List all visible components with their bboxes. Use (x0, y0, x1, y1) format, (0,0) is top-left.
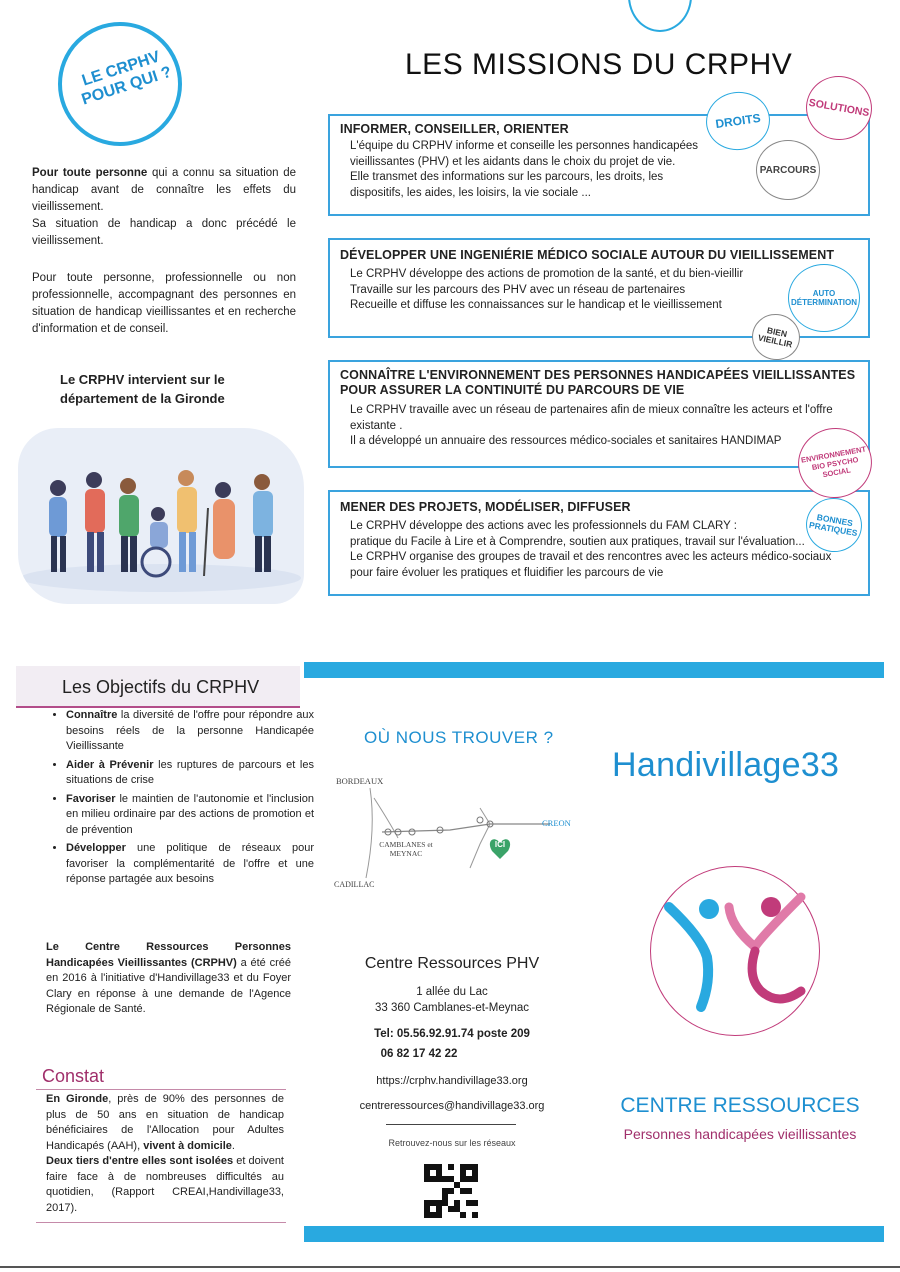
blue-band-top (304, 662, 884, 678)
mission-informer-line: dispositifs, les aides, les loisirs, la vie sociale ... (350, 186, 591, 199)
objectif-item (66, 708, 314, 755)
brand-subtitle: Personnes handicapées vieillissantes (623, 1126, 857, 1142)
mission-informer-line: Elle transmet des informations sur les parcours, les droits, les (350, 171, 664, 183)
objectif-bold: Favoriser (66, 792, 116, 805)
mission-informer-line: vieillissantes (PHV) et les aidants dans le choix du projet de vie. (350, 155, 676, 168)
mission-projets-line: pratique du Facile à Lire et à Comprendre, soutien aux pratiques, travail sur l'évaluation... (350, 535, 805, 548)
intervient-gironde: Le CRPHV intervient sur le département de la Gironde (60, 372, 225, 406)
objectifs-list (44, 708, 314, 891)
para1-rest: qui a connu sa situation de handicap avant de connaître les effets du vieillissement. (32, 167, 296, 213)
mission-ingenierie-line: Recueille et diffuse les connaissances sur le handicap et le vieillissement (350, 299, 722, 311)
mission-informer-line: L'équipe du CRPHV informe et conseille les personnes handicapées (350, 140, 699, 152)
contact-separator (386, 1124, 516, 1125)
constat-b3: Deux tiers d'entre elles sont isolées (46, 1155, 234, 1167)
blue-band-bottom (304, 1226, 884, 1242)
mission-environnement-line: Le CRPHV travaille avec un réseau de partenaires afin de mieux connaître les acteurs et l'offre existante . (350, 404, 833, 432)
objectif-rest: la diversité de l'offre pour répondre aux besoins réels de la personne Handicapée Vieillissante (66, 709, 314, 752)
map-title: OÙ NOUS TROUVER ? (364, 728, 554, 747)
pour-qui-paragraph-1 (32, 165, 296, 250)
brand-logo-svg (651, 867, 819, 1035)
contact-tel[interactable]: Tel: 05.56.92.91.74 poste 209 (374, 1028, 530, 1040)
objectif-rest: une politique de réseaux pour favoriser la complémentarité de l'offre et une réponse partagée aux besoins (66, 842, 314, 885)
constat-underline (36, 1089, 286, 1090)
qr-code-svg (424, 1164, 478, 1218)
contact-title: Centre Ressources PHV (364, 955, 540, 972)
map-label-camblanes: CAMBLANES et MEYNAC (379, 840, 433, 858)
brand-name: Handivillage33 (612, 746, 840, 784)
para1-line2: Sa situation de handicap a donc précédé le vieillissement. (32, 218, 296, 247)
tag-bonnes-pratiques: BONNES PRATIQUES (802, 494, 867, 557)
objectifs-title: Les Objectifs du CRPHV (62, 677, 260, 697)
constat-b1: En Gironde (46, 1093, 109, 1105)
mission-informer-heading: INFORMER, CONSEILLER, ORIENTER (340, 122, 569, 136)
tag-parcours: PARCOURS (756, 140, 820, 200)
brand-logo (650, 866, 820, 1036)
constat-t3: et doivent faire face à de nombreuses difficultés au quotidien, (Rapport CREAI,Handivillage33, 2017). (46, 1155, 284, 1214)
tag-droits: DROITS (702, 88, 773, 154)
top-arc-decoration (628, 0, 692, 32)
crphv-pour-qui-text: LE CRPHV POUR QUI ? (79, 48, 174, 109)
objectif-bold: Connaître (66, 709, 118, 721)
mission-projets-line: Le CRPHV développe des actions avec les professionnels du FAM CLARY : (350, 520, 737, 532)
about-crphv (46, 940, 291, 1018)
objectif-rest: le maintien de l'autonomie et l'inclusion en milieu ordinaire par des actions de promotion et de prévention (66, 792, 314, 836)
mission-environnement-heading: CONNAÎTRE L'ENVIRONNEMENT DES PERSONNES HANDICAPÉES VIEILLISSANTES POUR ASSURER LA CONTINUITÉ DU PARCOURS DE VIE (340, 368, 856, 397)
about-bold: Le Centre Ressources Personnes Handicapées Vieillissantes (CRPHV) (46, 941, 291, 969)
constat-text (46, 1092, 284, 1216)
tag-auto-determination: AUTO DÉTERMINATION (788, 264, 860, 332)
contact-website[interactable]: https://crphv.handivillage33.org (376, 1075, 528, 1087)
pour-qui-paragraph-2: Pour toute personne, professionnelle ou non professionnelle, accompagnant des personnes en situation de handicap vieillissantes et en recherche d'information et de conseil. (32, 272, 296, 335)
brand-centre-ressources: CENTRE RESSOURCES (620, 1094, 860, 1117)
objectif-item (66, 792, 314, 839)
page-bottom-line (0, 1266, 900, 1268)
contact-mobile[interactable]: 06 82 17 42 22 (380, 1048, 458, 1060)
objectif-item (66, 758, 314, 789)
about-rest: a été créé en 2016 à l'initiative d'Handivillage33 et du Foyer Clary en réponse à une demande de l'Agence Régionale de Santé. (46, 956, 291, 1015)
qr-code[interactable] (424, 1164, 478, 1218)
tag-solutions: SOLUTIONS (801, 71, 877, 145)
mission-ingenierie-heading: DÉVELOPPER UNE INGENIÉRIE MÉDICO SOCIALE AUTOUR DU VIEILLISSEMENT (340, 248, 835, 262)
reseaux-label: Retrouvez-nous sur les réseaux (388, 1138, 516, 1148)
map-label-ici: ICI (494, 840, 506, 849)
constat-title: Constat (42, 1066, 105, 1086)
map-label-creon: CREON (542, 818, 571, 828)
people-illustration (18, 428, 304, 604)
mission-projets (328, 490, 870, 596)
contact-address-2: 33 360 Camblanes-et-Meynac (374, 1002, 530, 1014)
contact-address-1: 1 allée du Lac (416, 986, 488, 998)
constat-b2: vivent à domicile (143, 1139, 232, 1152)
tag-environnement: ENVIRONNEMENT BIO PSYCHO SOCIAL (792, 422, 877, 504)
para1-bold: Pour toute personne (32, 167, 148, 179)
objectif-bold: Développer (66, 842, 126, 854)
objectif-rest: les ruptures de parcours et les situations de crise (66, 758, 314, 786)
mission-ingenierie-line: Travaille sur les parcours des PHV avec un réseau de partenaires (350, 283, 686, 296)
contact-email[interactable]: centreressources@handivillage33.org (359, 1100, 545, 1112)
objectif-item (66, 841, 314, 888)
constat-t2: . (231, 1139, 235, 1152)
constat-bottom-line (36, 1222, 286, 1223)
map-label-cadillac: CADILLAC (334, 880, 375, 889)
tag-bien-vieillir: BIEN VIEILLIR (748, 310, 805, 365)
map-label-bordeaux: BORDEAUX (336, 776, 384, 786)
mission-projets-line: pour faire évoluer les pratiques et fluidifier les parcours de vie (350, 566, 664, 579)
objectif-bold: Aider à Prévenir (66, 758, 154, 771)
mission-environnement (328, 360, 870, 468)
missions-title: LES MISSIONS DU CRPHV (405, 48, 793, 81)
mission-projets-line: Le CRPHV organise des groupes de travail et des rencontres avec les acteurs médico-sociaux (350, 551, 832, 563)
mission-projets-heading: MENER DES PROJETS, MODÉLISER, DIFFUSER (340, 500, 631, 514)
people-illustration-svg (18, 428, 304, 604)
mission-ingenierie-line: Le CRPHV développe des actions de promotion de la santé, et du bien-vieillir (350, 268, 744, 280)
constat-t1: , près de 90% des personnes de plus de 50 ans en situation de handicap bénéficiaires de l'Allocation pour Adultes Handicapés (AAH), (46, 1093, 284, 1152)
mission-environnement-line: Il a développé un annuaire des ressources médico-sociales et sanitaires HANDIMAP (350, 435, 782, 447)
